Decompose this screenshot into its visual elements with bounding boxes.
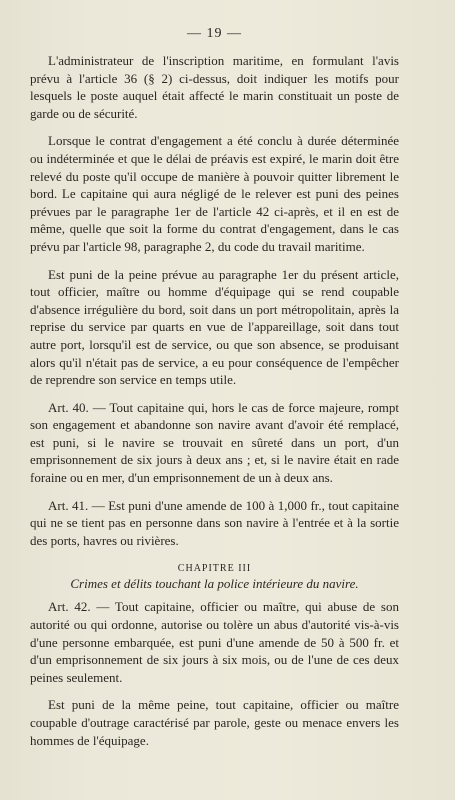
paragraph-outrage: Est puni de la même peine, tout capitaine, officier ou maître coupable d'outrage caractérisé par parole, geste ou menace envers les hommes de l'équipage. [30, 697, 399, 748]
chapter-title: CHAPITRE III [177, 563, 252, 575]
article-42 [30, 598, 399, 686]
paragraph-contrat-engagement: Lorsque le contrat d'engagement a été conclu à durée déterminée ou indéterminée et que le délai de préavis est expiré, le marin doit être relevé du poste qu'il occupe de manière à pouvoir quitter librement le bord. Le capitaine qui aura négligé de le relever est puni des peines prévues par le paragraphe 1er de l'article 42 ci-après, et il en est de même, quelle que soit la forme du contrat d'engagement, dans le cas prévu par l'article 98, paragraphe 2, du code du travail maritime. [30, 133, 399, 254]
article-41 [30, 497, 399, 550]
article-40-text: — Tout capitaine qui, hors le cas de force majeure, rompt son engagement et abandonne son navire avant d'avoir été remplacé, est puni, si le navire se trouvait en sûreté dans un port, d'un emprisonnement de six jours à deux ans ; et, si le navire était en rade foraine ou en mer, d'un emprisonnement de un à deux ans. [30, 399, 399, 486]
article-40-label: Art. 40. [48, 399, 89, 415]
article-41-label: Art. 41. [48, 497, 89, 513]
article-42-label: Art. 42. [48, 599, 91, 615]
article-40 [30, 399, 399, 487]
paragraph-absence-irreguliere: Est puni de la peine prévue au paragraphe 1er du présent article, tout officier, maître ou homme d'équipage qui se rend coupable d'absence irrégulière du bord, soit dans un port métropolitain, après la reprise du service par quarts en vue de l'appareillage, soit dans tout autre port, lorsqu'il est de service, ou que son absence, se produisant alors qu'il n'était pas de service, a eu pour conséquence de l'empêcher de reprendre son service en temps utile. [30, 266, 399, 388]
chapter-subtitle: Crimes et délits touchant la police intérieure du navire. [70, 576, 359, 592]
paragraph-admin-avis: L'administrateur de l'inscription maritime, en formulant l'avis prévu à l'article 36 (§ 2) ci-dessus, doit indiquer les motifs pour lesquels le poste auquel était affecté le marin constituait un poste de garde ou de sécurité. [30, 53, 399, 121]
article-42-text: — Tout capitaine, officier ou maître, qui abuse de son autorité ou qui ordonne, autorise ou tolère un abus d'autorité vis-à-vis d'une personne embarquée, est puni d'une amende de 50 à 500 fr. et d'un emprisonnement de six jours à six mois, ou de l'une de ces deux peines seulement. [30, 599, 399, 685]
page-number: — 19 — [187, 26, 242, 41]
article-41-text: — Est puni d'une amende de 100 à 1,000 fr., tout capitaine qui ne se tient pas en personne dans son navire à l'entrée et à la sortie des ports, havres ou rivières. [30, 497, 399, 548]
